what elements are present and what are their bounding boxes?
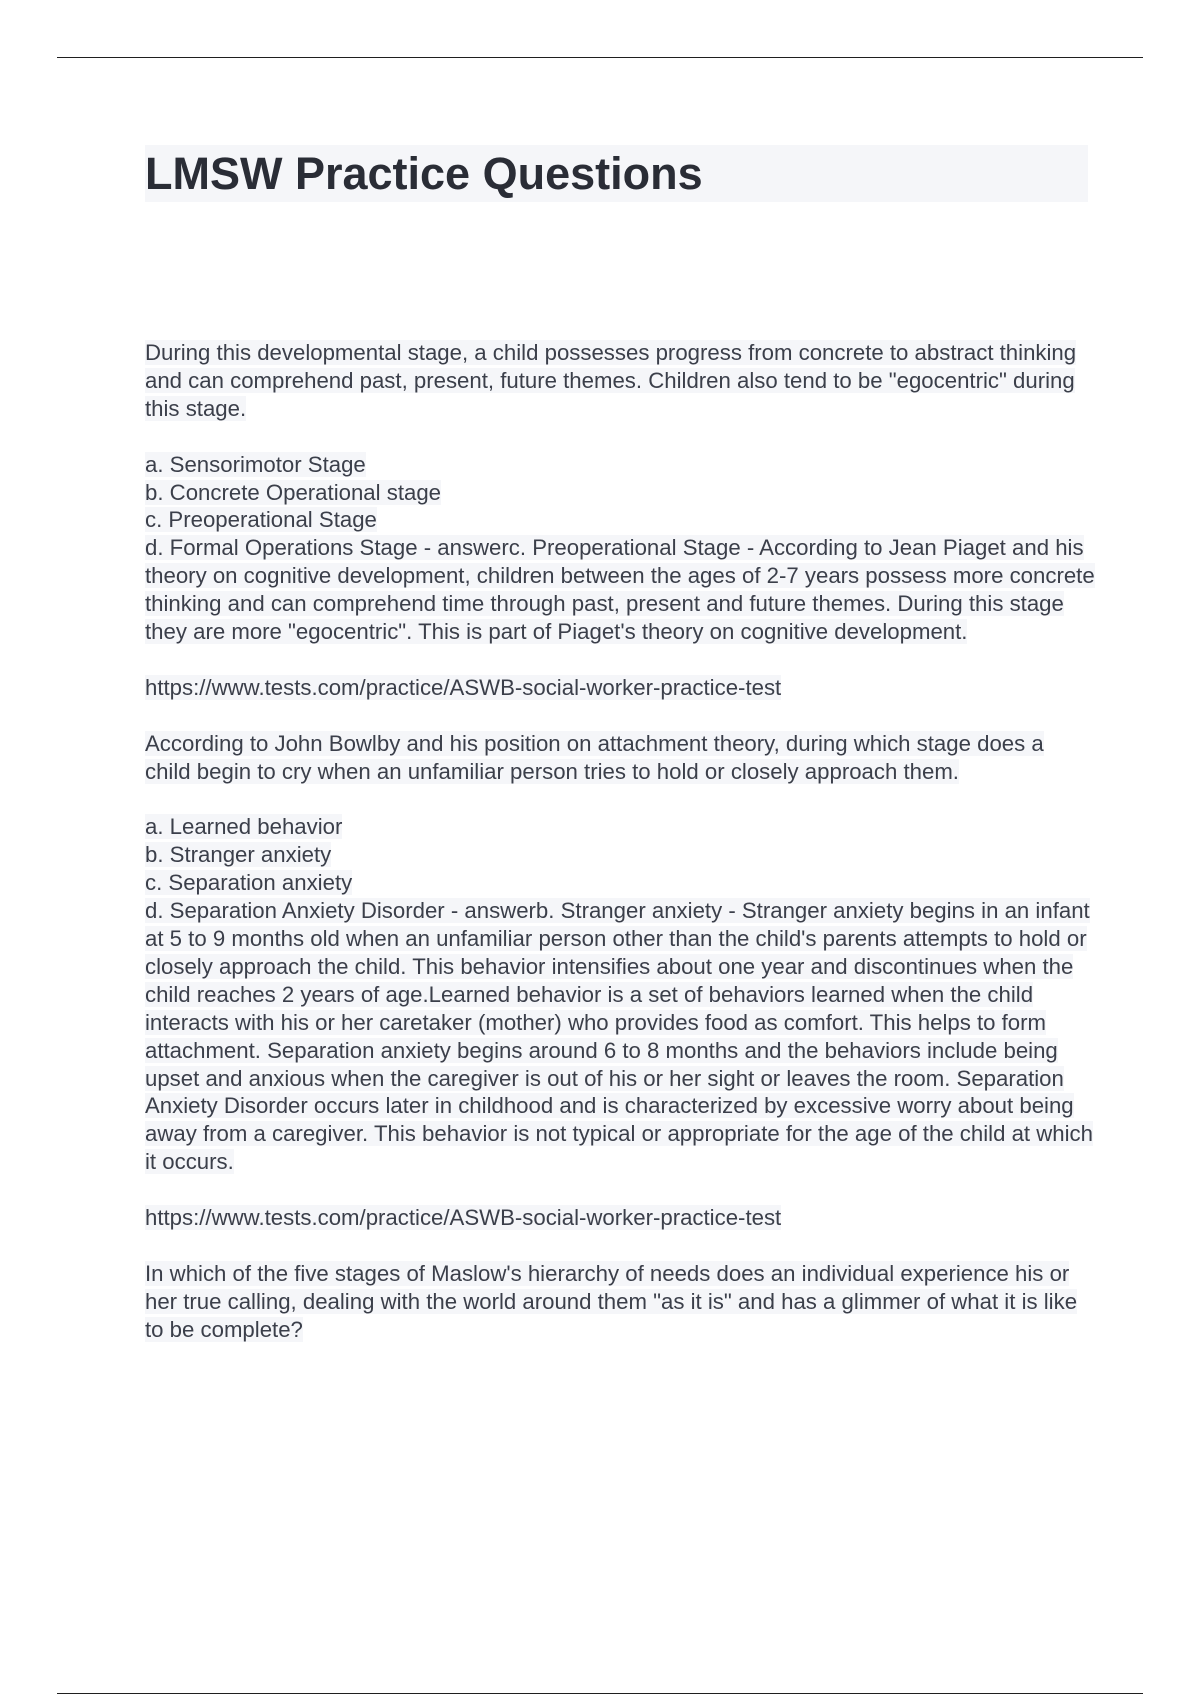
question-2-option-b-text: b. Stranger anxiety [145,842,332,868]
question-2-stem [145,730,1095,786]
question-1-option-c [145,506,1095,534]
question-1-option-c-text: c. Preoperational Stage [145,507,377,533]
question-2-options [145,813,1095,1176]
question-1-stem [145,339,1095,423]
question-1-option-b [145,479,1095,507]
question-2-option-a [145,813,1095,841]
question-1-link-text[interactable]: https://www.tests.com/practice/ASWB-social-worker-practice-test [145,674,782,700]
question-2-answer-text: d. Separation Anxiety Disorder - answerb. Stranger anxiety - Stranger anxiety begins in an infant at 5 to 9 months old when an unfamiliar person other than the child's parents attempts to hold or closely approach the child. This behavior intensifies about one year and discontinues when the child reaches 2 years of age.Learned behavior is a set of behaviors learned when the child interacts with his or her caretaker (mother) who provides food as comfort. This helps to form attachment. Separation anxiety begins around 6 to 8 months and the behaviors include being upset and anxious when the caregiver is out of his or her sight or leaves the room. Separation Anxiety Disorder occurs later in childhood and is characterized by excessive worry about being away from a caregiver. This behavior is not typical or appropriate for the age of the child at which it occurs. [145,898,1093,1175]
header-rule [57,57,1143,58]
question-3-stem [145,1260,1095,1344]
question-1-link [145,674,1095,702]
question-2-link [145,1204,1095,1232]
question-1-stem-text: During this developmental stage, a child possesses progress from concrete to abstract thinking and can comprehend past, present, future themes. Children also tend to be "egocentric" during this stage. [145,340,1077,421]
footer-rule [57,1693,1143,1694]
question-1-option-a-text: a. Sensorimotor Stage [145,451,366,477]
question-2-answer [145,897,1095,1176]
question-1-options [145,451,1095,646]
question-1-option-b-text: b. Concrete Operational stage [145,479,442,505]
question-2-option-c [145,869,1095,897]
question-1-option-a [145,451,1095,479]
question-2-stem-text: According to John Bowlby and his position on attachment theory, during which stage does a child begin to cry when an unfamiliar person tries to hold or closely approach them. [145,730,1044,784]
page-title: LMSW Practice Questions [145,148,703,199]
question-2-option-c-text: c. Separation anxiety [145,870,353,896]
question-1-answer-text: d. Formal Operations Stage - answerc. Preoperational Stage - According to Jean Piaget and his theory on cognitive development, children between the ages of 2-7 years possess more concrete thinking and can comprehend time through past, present and future themes. During this stage they are more "egocentric". This is part of Piaget's theory on cognitive development. [145,535,1095,645]
question-2-option-a-text: a. Learned behavior [145,814,343,840]
document-body [145,339,1095,1371]
question-3-stem-text: In which of the five stages of Maslow's hierarchy of needs does an individual experience his or her true calling, dealing with the world around them "as it is" and has a glimmer of what it is like to be complete? [145,1260,1078,1342]
question-2-option-b [145,841,1095,869]
question-2-link-text[interactable]: https://www.tests.com/practice/ASWB-social-worker-practice-test [145,1205,782,1231]
question-1-answer [145,534,1095,646]
